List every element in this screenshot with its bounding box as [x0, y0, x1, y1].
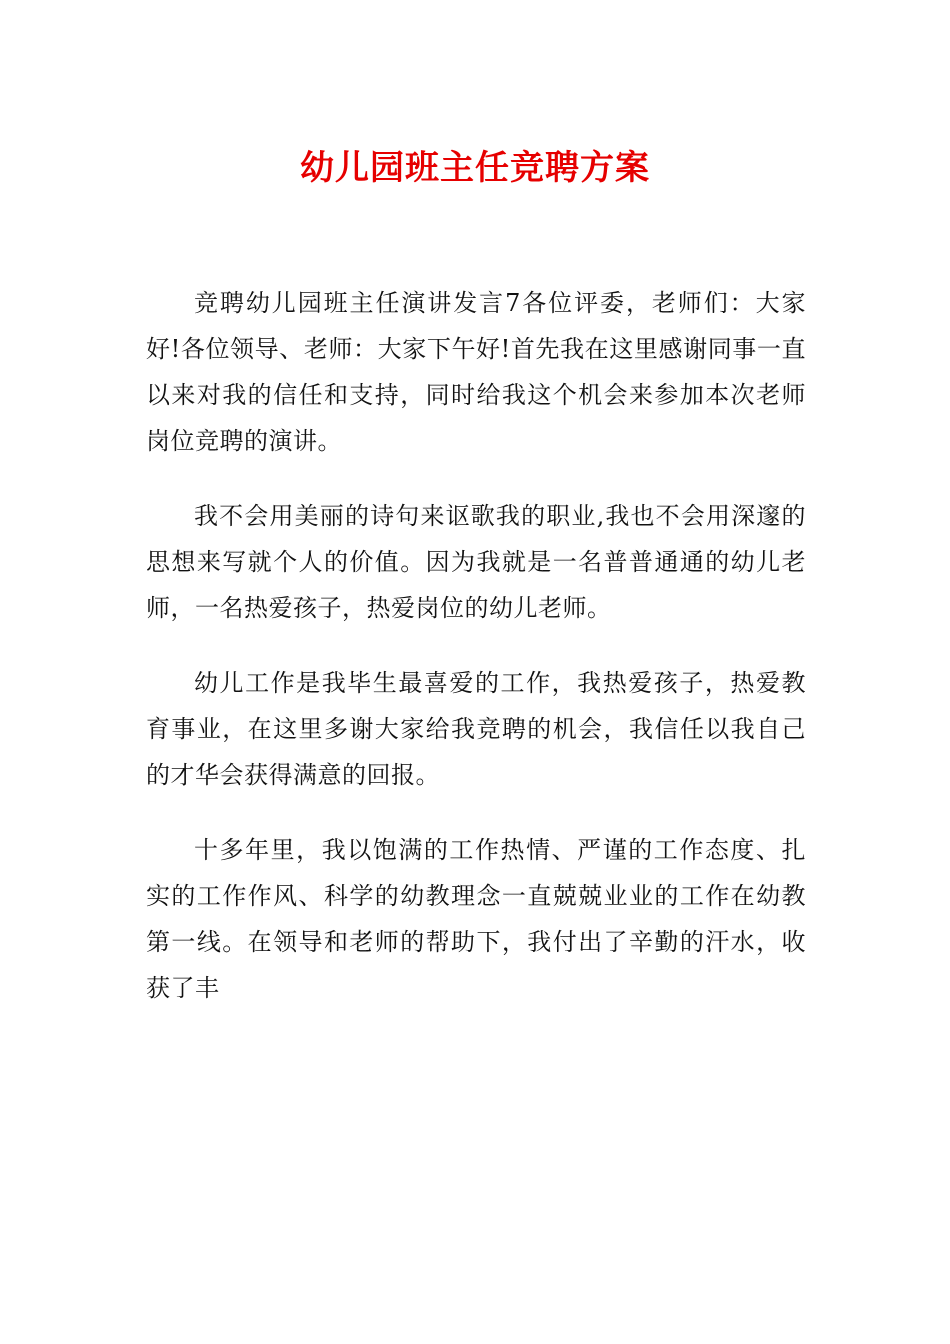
paragraph-2: 我不会用美丽的诗句来讴歌我的职业,我也不会用深邃的思想来写就个人的价值。因为我就是一名普普通通的幼儿老师，一名热爱孩子，热爱岗位的幼儿老师。 — [146, 502, 806, 622]
document-title: 幼儿园班主任竞聘方案 — [300, 148, 650, 188]
paragraph-3: 幼儿工作是我毕生最喜爱的工作，我热爱孩子，热爱教育事业，在这里多谢大家给我竞聘的机会，我信任以我自己的才华会获得满意的回报。 — [146, 669, 806, 789]
document-body — [146, 280, 806, 1040]
paragraph-4: 十多年里，我以饱满的工作热情、严谨的工作态度、扎实的工作作风、科学的幼教理念一直兢兢业业的工作在幼教第一线。在领导和老师的帮助下，我付出了辛勤的汗水，收获了丰 — [146, 836, 806, 1002]
paragraph-1: 竞聘幼儿园班主任演讲发言7各位评委，老师们：大家好!各位领导、老师：大家下午好!首先我在这里感谢同事一直以来对我的信任和支持，同时给我这个机会来参加本次老师岗位竞聘的演讲。 — [146, 289, 806, 455]
